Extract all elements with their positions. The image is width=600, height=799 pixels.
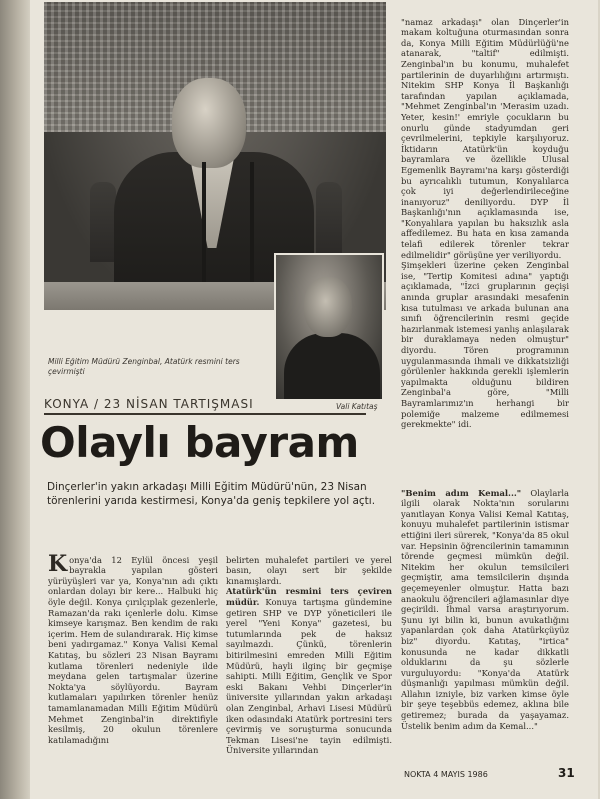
article-column-3 — [401, 6, 569, 476]
photo-caption: Milli Eğitim Müdürü Zenginbal, Atatürk resmini ters çevirmişti — [48, 357, 240, 376]
column-text: Konuya tartışma gündemine getiren SHP ve DYP yöneticileri ile yerel "Yeni Konya" gazetesi, bu tutumlarında pek de haksız sayılmazdı. Çünkü, törenlerin bitirilmesini emreden Milli Eğitim Müdürü, hayli ilginç bir geçmişe sahipti. Milli Eğitim, Gençlik ve Spor eski Bakanı Vehbi Dinçerler'in üniversite yıllarından yakın arkadaşı olan Zenginbal, Arhavi Lisesi Müdürü iken odasındaki Atatürk portresini ters çevirmiş ve soruşturma sonucunda Tekman Lisesi'ne tayin edilmişti. Üniversite yıllarından — [226, 596, 392, 756]
soldier-figure — [90, 182, 116, 262]
magazine-footer: NOKTA 4 MAYIS 1986 — [404, 770, 488, 779]
inset-caption: Vali Katıtaş — [336, 402, 378, 411]
column-text: Olaylarla ilgili olarak Nokta'nın sorularını yanıtlayan Konya Valisi Kemal Katıtaş, konuyu muhalefet partilerinin istismar ettiğini ileri sürerek, "Konya'da 85 okul var. Hepsinin öğrencilerinin tamamının törende geçmesi mümkün değil. Nitekim her okulun temsilcileri geçmiştir, ama temsilcilerin dışında geçemeyenler olmuştur. Hatta bazı anaokulu öğrencileri ağlamasınlar diye geçirildi. İhmal varsa araştırıyorum. Şunu iyi bilin ki, bunun avukatlığını yapanlardan çok daha Atatürkçüyüz biz" diyordu. Katıtaş, "irtica" konusunda ne kadar dikkatli olduklarını da şu sözlerle vurguluyordu: "Konya'da Atatürk düşmanlığı yapılması mümkün değil. Allahın izniyle, biz varken kimse öyle bir şeye teşebbüs edemez, aklına bile getiremez; burada da yaşayamaz. Üstelik benim adım da Kemal..." — [401, 487, 569, 731]
article-column-3-continued — [401, 477, 569, 777]
lede: Dinçerler'in yakın arkadaşı Milli Eğitim Müdürü'nün, 23 Nisan törenlerini yarıda kestirmesi, Konya'da geniş tepkilere yol açtı. — [47, 481, 376, 507]
headline: Olaylı bayram — [40, 418, 359, 467]
page-gutter — [0, 0, 30, 799]
article-column-1 — [48, 544, 218, 786]
governor-photo — [274, 253, 384, 401]
governor-body — [284, 333, 380, 401]
subheading: "Benim adım Kemal..." — [401, 487, 522, 498]
governor-head — [304, 277, 352, 337]
column-text: "namaz arkadaşı" olan Dinçerler'in makam koltuğuna oturmasından sonra da, Konya Milli Eğitim Müdürlüğü'ne atanarak, "taltif" edilmişti. Zenginbal'ın bu konumu, muhalefet partilerinin de duyarlılığını artırmıştı. Nitekim SHP Konya İl Başkanlığı tarafından yapılan açıklamada, "Mehmet Zenginbal'ın 'Merasim uzadı. Yeter, kesin!' emriyle çocukların bu onurlu günde stadyumdan geri çevrilmelerini, tepkiyle karşılıyoruz. İktidarın Atatürk'ün koyduğu bayramlara ve özellikle Ulusal Egemenlik Bayramı'na karşı gösterdiği bu ayrıcalıklı tutumun, Konyalılarca çok iyi değerlendirileceğine inanıyoruz" deniliyordu. DYP İl Başkanlığı'nın açıklamasında ise, "Konyalılara yapılan bu haksızlık asla affedilemez. Bu hata en kısa zamanda telafi edilerek törenler tekrar edilmelidir" görüşüne yer veriliyordu. Şimşekleri üzerine çeken Zenginbal ise, "Tertip Komitesi adına" yaptığı açıklamada, "İzci gruplarının geçişi anında gruplar arasındaki mesafenin kısa tutulması ve arkada bulunan ana sınıfı öğrencilerinin resmi geçide hazırlanmak istemesi yanlış anlaşılarak bir duraklamaya neden olmuştur" diyordu. Tören programının uygulanmasında ihmali ve dikkatsizliği görülenler hakkında gerekli işlemlerin yapılmakta olduğunu bildiren Zenginbal'a göre, "Milli Bayramlarımız'ın herhangi bir polemiğe malzeme edilmemesi gerekmekte" idi. — [401, 16, 569, 430]
subheading: Atatürk'ün resmini ters çeviren müdür. — [226, 586, 392, 607]
microphone-stand — [202, 162, 206, 302]
page-number: 31 — [558, 766, 575, 780]
speaker-head — [172, 78, 246, 168]
soldier-figure — [316, 182, 342, 262]
article-column-2 — [226, 544, 392, 786]
column-text: onya'da 12 Eylül öncesi yeşil bayrakla yapılan gösteri yürüyüşleri var ya, Konya'nın adı çıktı onlardan dolayı bir kere... Halbuki hiç öyle değil. Konya çırılçıplak gezenlerle, Ramazan'da rakı içenlerle dolu. Kimse kimseye karışmaz. Ben kendim de rakı içerim. Hem de sulandırarak. Hiç kimse beni yadırgamaz." Konya Valisi Kemal Katıtaş, bu sözleri 23 Nisan Bayramı kutlama törenleri nedeniyle ilde meydana gelen tartışmalar üzerine Nokta'ya söylüyordu. Bayram kutlamaları yapılırken törenler henüz tamamlanamadan Milli Eğitim Müdürü Mehmet Zenginbal'in direktifiyle kesilmiş, 20 okulun törenlere katılamadığını — [48, 554, 218, 745]
column-text: belirten muhalefet partileri ve yerel basın, olayı sert bir şekilde kınamışlardı. — [226, 554, 392, 586]
dropcap: K — [48, 550, 68, 577]
microphone-stand — [250, 162, 254, 302]
section-tag: KONYA / 23 NİSAN TARTIŞMASI — [44, 397, 366, 415]
